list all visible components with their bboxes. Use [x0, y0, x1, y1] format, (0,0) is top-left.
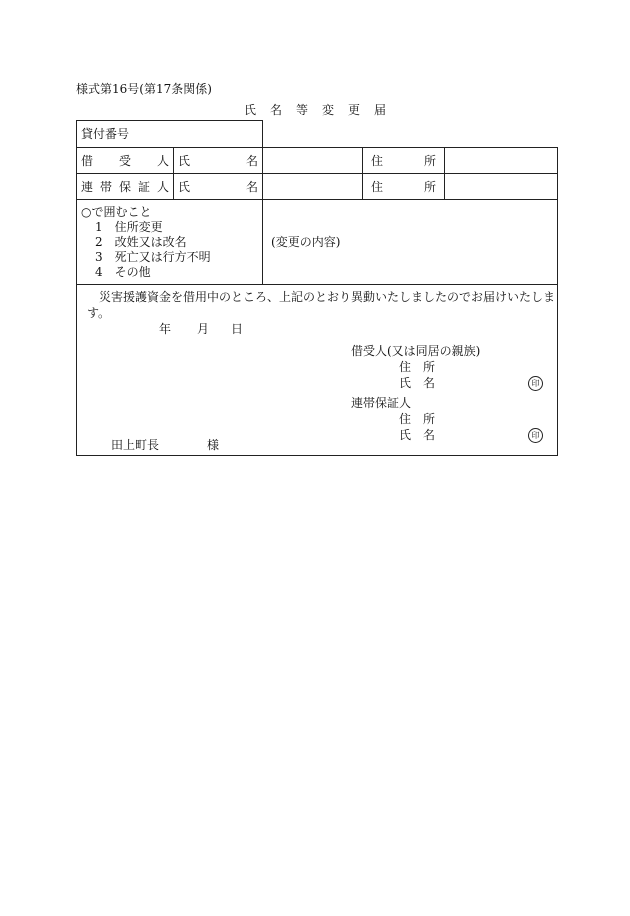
change-form-table — [76, 120, 558, 456]
date-year-label: 年 — [159, 322, 172, 336]
date-day-label: 日 — [231, 322, 244, 336]
borrower-address-label: 住 所 — [371, 153, 437, 168]
document-title: 氏名等変更届 — [244, 103, 401, 117]
change-content-cell[interactable] — [263, 200, 558, 285]
circle-instruction: ○で囲むこと — [81, 204, 152, 219]
statement-line-2: す。 — [87, 306, 111, 320]
borrower-address-field[interactable] — [445, 148, 558, 174]
borrower-sign-heading: 借受人(又は同居の親族) — [351, 344, 481, 358]
guarantor-seal-icon: 印 — [528, 428, 543, 443]
guarantor-sign-address-label: 住 所 — [399, 412, 436, 426]
loan-number-label: 貸付番号 — [81, 127, 130, 141]
guarantor-role-cell — [77, 174, 174, 200]
borrower-seal-icon: 印 — [528, 376, 543, 391]
statement-line-1: 災害援護資金を借用中のところ、上記のとおり異動いたしましたのでお届けいたしま — [99, 290, 556, 304]
guarantor-name-field[interactable] — [263, 174, 363, 200]
option-item-2[interactable]: 2 改姓又は改名 — [95, 234, 187, 249]
loan-number-label-cell — [77, 121, 263, 148]
guarantor-sign-name-label: 氏 名 — [399, 428, 436, 442]
option-item-3[interactable]: 3 死亡又は行方不明 — [95, 249, 211, 264]
borrower-address-label-cell — [363, 148, 445, 174]
guarantor-address-label-cell — [363, 174, 445, 200]
guarantor-address-label: 住 所 — [371, 179, 437, 194]
guarantor-sign-heading: 連帯保証人 — [351, 396, 412, 410]
form-number: 様式第16号(第17条関係) — [76, 82, 212, 96]
honorific: 様 — [207, 438, 220, 452]
date-month-label: 月 — [197, 322, 210, 336]
borrower-role-label: 借 受 人 — [81, 153, 169, 168]
borrower-sign-name-label: 氏 名 — [399, 376, 436, 390]
option-item-4[interactable]: 4 その他 — [95, 264, 151, 279]
borrower-name-label: 氏 名 — [178, 153, 259, 168]
guarantor-name-label-cell — [174, 174, 263, 200]
guarantor-name-label: 氏 名 — [178, 179, 259, 194]
guarantor-role-label: 連 帯 保 証 人 — [81, 179, 169, 194]
borrower-sign-address-label: 住 所 — [399, 360, 436, 374]
option-item-1[interactable]: 1 住所変更 — [95, 219, 163, 234]
borrower-name-field[interactable] — [263, 148, 363, 174]
change-content-label: (変更の内容) — [271, 234, 341, 249]
borrower-role-cell — [77, 148, 174, 174]
guarantor-address-field[interactable] — [445, 174, 558, 200]
borrower-name-label-cell — [174, 148, 263, 174]
blank-area — [263, 121, 558, 148]
change-type-cell — [77, 200, 263, 285]
declaration-cell — [77, 285, 558, 456]
addressee: 田上町長 — [111, 438, 160, 452]
